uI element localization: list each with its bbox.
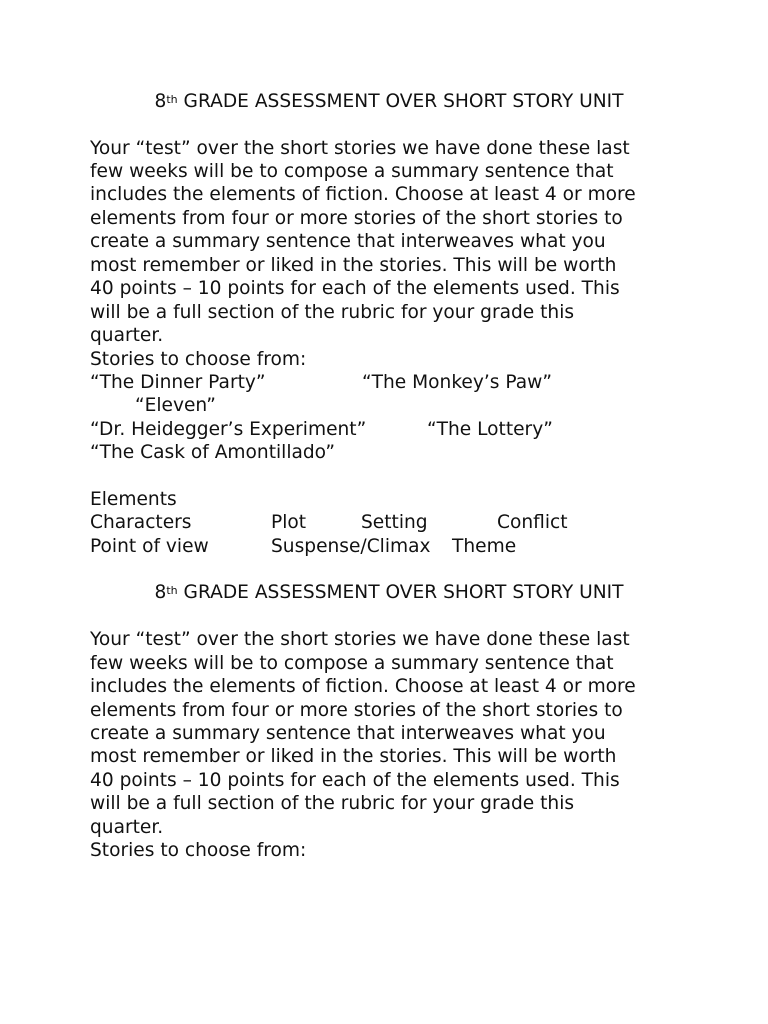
paragraph-line: create a summary sentence that interweaves what you bbox=[90, 231, 606, 252]
paragraph-line: quarter. bbox=[90, 325, 164, 346]
story-item: “The Dinner Party” bbox=[90, 372, 266, 393]
element-item: Suspense/Climax bbox=[271, 536, 431, 557]
elements-heading: Elements bbox=[90, 489, 177, 510]
paragraph-line: 40 points – 10 points for each of the elements used. This bbox=[90, 278, 620, 299]
paragraph-line: few weeks will be to compose a summary sentence that bbox=[90, 161, 614, 182]
paragraph-line: elements from four or more stories of the short stories to bbox=[90, 208, 623, 229]
section-1-title: 8th GRADE ASSESSMENT OVER SHORT STORY UNIT bbox=[154, 91, 624, 112]
paragraph-line: quarter. bbox=[90, 817, 164, 838]
paragraph-line: 40 points – 10 points for each of the elements used. This bbox=[90, 770, 620, 791]
paragraph-line: will be a full section of the rubric for your grade this bbox=[90, 793, 575, 814]
element-item: Point of view bbox=[90, 536, 209, 557]
paragraph-line: includes the elements of fiction. Choose at least 4 or more bbox=[90, 184, 636, 205]
paragraph-line: Your “test” over the short stories we have done these last bbox=[90, 138, 630, 159]
element-item: Theme bbox=[452, 536, 517, 557]
paragraph-line: create a summary sentence that interweaves what you bbox=[90, 723, 606, 744]
paragraph-line: Your “test” over the short stories we have done these last bbox=[90, 629, 630, 650]
element-item: Conflict bbox=[497, 512, 568, 533]
paragraph-line: elements from four or more stories of the short stories to bbox=[90, 700, 623, 721]
stories-heading: Stories to choose from: bbox=[90, 840, 307, 861]
story-item: “Dr. Heidegger’s Experiment” bbox=[90, 419, 367, 440]
story-item: “Eleven” bbox=[135, 395, 216, 416]
paragraph-line: few weeks will be to compose a summary sentence that bbox=[90, 653, 614, 674]
element-item: Plot bbox=[271, 512, 307, 533]
element-item: Setting bbox=[361, 512, 428, 533]
stories-heading: Stories to choose from: bbox=[90, 349, 307, 370]
paragraph-line: includes the elements of fiction. Choose at least 4 or more bbox=[90, 676, 636, 697]
story-item: “The Monkey’s Paw” bbox=[362, 372, 552, 393]
paragraph-line: most remember or liked in the stories. This will be worth bbox=[90, 746, 617, 767]
story-item: “The Cask of Amontillado” bbox=[90, 442, 336, 463]
element-item: Characters bbox=[90, 512, 192, 533]
section-2-title: 8th GRADE ASSESSMENT OVER SHORT STORY UNIT bbox=[154, 582, 624, 603]
paragraph-line: most remember or liked in the stories. This will be worth bbox=[90, 255, 617, 276]
story-item: “The Lottery” bbox=[427, 419, 553, 440]
paragraph-line: will be a full section of the rubric for your grade this bbox=[90, 302, 575, 323]
